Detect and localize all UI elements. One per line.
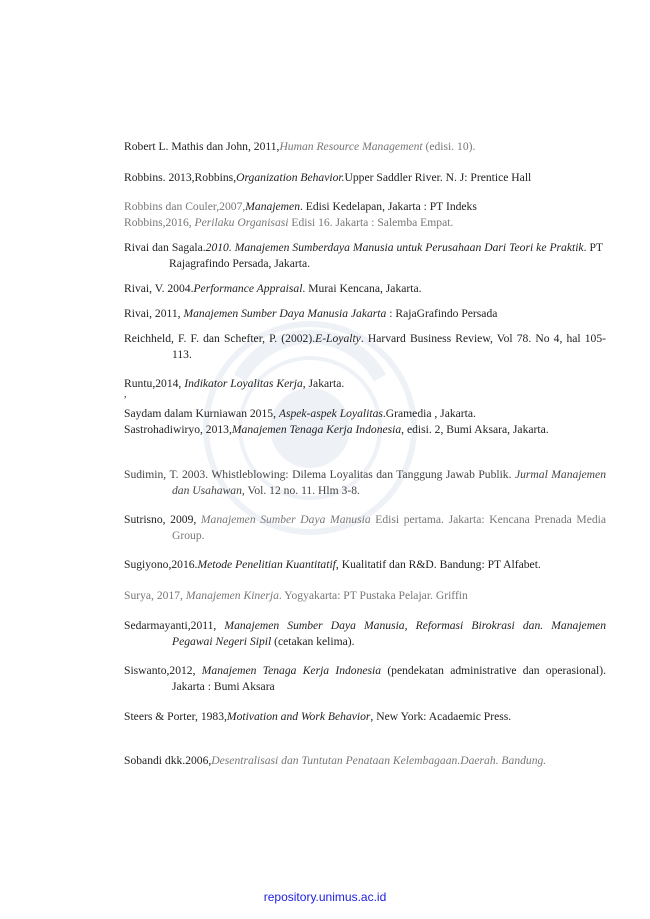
reference-author: Steers & Porter, 1983, xyxy=(124,710,227,723)
reference-author: Saydam dalam Kurniawan 2015, xyxy=(124,407,279,420)
reference-author: Rivai dan Sagala. xyxy=(124,241,206,254)
reference-title: Manajemen xyxy=(245,200,300,213)
reference-publisher: . Yogyakarta: PT Pustaka Pelajar. Griffin xyxy=(278,589,468,602)
reference-author: Robbins. 2013,Robbins, xyxy=(124,171,237,184)
reference-title: Manajemen Sumber Daya Manusia xyxy=(200,513,371,526)
reference-title: Human Resource Management xyxy=(279,140,423,153)
reference-author: Sastrohadiwiryo, 2013, xyxy=(124,423,232,436)
reference-item xyxy=(124,306,606,322)
reference-author: Sobandi dkk.2006, xyxy=(124,754,212,767)
reference-author: Surya, 2017, xyxy=(124,589,186,602)
reference-author: Robert L. Mathis dan John, 2011, xyxy=(124,140,280,153)
reference-publisher: .Gramedia , Jakarta. xyxy=(382,407,476,420)
reference-item xyxy=(124,215,606,231)
reference-item xyxy=(124,199,606,215)
reference-publisher: . Harvard Business Review, Vol 78. No 4, hal 105-113. xyxy=(172,332,606,361)
reference-publisher: (edisi. 10). xyxy=(422,140,476,153)
reference-publisher: , New York: Acadaemic Press. xyxy=(370,710,512,723)
reference-publisher: (pendekatan administrative dan operasional). Jakarta : Bumi Aksara xyxy=(172,664,606,693)
reference-author: Siswanto,2012, xyxy=(124,664,202,677)
reference-publisher: . PT Rajagrafindo Persada, Jakarta. xyxy=(169,241,603,270)
footer-url[interactable]: repository.unimus.ac.id xyxy=(263,890,387,904)
reference-publisher: , Kualitatif dan R&D. Bandung: PT Alfabet. xyxy=(335,558,541,571)
reference-item xyxy=(124,139,606,155)
reference-item xyxy=(124,753,606,769)
reference-title: Perilaku Organisasi xyxy=(194,216,289,229)
reference-publisher: . Edisi Kedelapan, Jakarta : PT Indeks xyxy=(300,200,477,213)
reference-title: Organization Behavior. xyxy=(236,171,345,184)
reference-author: Reichheld, F. F. dan Schefter, P. (2002). xyxy=(124,332,316,345)
reference-publisher: Edisi 16. Jakarta : Salemba Empat. xyxy=(288,216,454,229)
reference-title: Metode Penelitian Kuantitatif xyxy=(197,558,336,571)
reference-item xyxy=(124,709,606,725)
reference-title: Aspek-aspek Loyalitas xyxy=(278,407,383,420)
reference-item xyxy=(124,422,603,438)
reference-author: Rivai, 2011, xyxy=(124,307,184,320)
reference-title: Performance Appraisal xyxy=(193,282,303,295)
reference-title: Desentralisasi dan Tuntutan Penataan Kelembagaan.Daerah. Bandung. xyxy=(211,754,547,767)
reference-item xyxy=(124,240,603,272)
reference-title: Manajemen Kinerja xyxy=(185,589,279,602)
stray-comma: , xyxy=(124,389,127,400)
reference-author: Sugiyono,2016. xyxy=(124,558,198,571)
reference-item xyxy=(124,331,606,363)
reference-author: Robbins,2016, xyxy=(124,216,195,229)
reference-author: Runtu,2014, xyxy=(124,377,185,390)
reference-item xyxy=(124,406,606,422)
reference-item xyxy=(124,557,606,573)
reference-author: Sedarmayanti,2011, xyxy=(124,619,225,632)
reference-publisher: , edisi. 2, Bumi Aksara, Jakarta. xyxy=(401,423,549,436)
reference-item xyxy=(124,588,606,604)
reference-title: Manajemen Sumber Daya Manusia Jakarta xyxy=(183,307,387,320)
reference-title: Motivation and Work Behavior xyxy=(226,710,371,723)
reference-title: Jurmal Manajemen dan Usahawan xyxy=(172,468,606,497)
reference-title: Manajemen Sumber Daya Manusia, Reformasi Birokrasi dan. Manajemen Pegawai Negeri Sipil xyxy=(172,619,607,648)
reference-title: Manajemen Tenaga Kerja Indonesia xyxy=(231,423,402,436)
reference-author: Rivai, V. 2004. xyxy=(124,282,194,295)
reference-publisher: Edisi pertama. Jakarta: Kencana Prenada Media Group. xyxy=(172,513,607,542)
reference-item xyxy=(124,618,606,650)
reference-item xyxy=(124,663,606,695)
reference-item xyxy=(124,467,606,499)
reference-author: Sutrisno, 2009, xyxy=(124,513,201,526)
reference-publisher: Upper Saddler River. N. J: Prentice Hall xyxy=(344,171,532,184)
reference-publisher: , Jakarta. xyxy=(302,377,345,390)
reference-publisher: (cetakan kelima). xyxy=(271,635,355,648)
reference-author: Sudimin, T. 2003. Whistleblowing: Dilema Loyalitas dan Tanggung Jawab Publik. xyxy=(124,468,515,481)
reference-author: Robbins dan Couler,2007, xyxy=(124,200,246,213)
reference-title: Manajemen Tenaga Kerja Indonesia xyxy=(201,664,382,677)
reference-publisher: , Vol. 12 no. 11. Hlm 3-8. xyxy=(241,484,360,497)
reference-title: Indikator Loyalitas Kerja xyxy=(184,377,303,390)
reference-publisher: : RajaGrafindo Persada xyxy=(386,307,498,320)
reference-item xyxy=(124,376,606,392)
reference-item xyxy=(124,512,606,544)
reference-item xyxy=(124,170,606,186)
reference-item xyxy=(124,281,606,297)
reference-title: E-Loyalty xyxy=(315,332,361,345)
reference-title: 2010. Manajemen Sumberdaya Manusia untuk Perusahaan Dari Teori ke Praktik xyxy=(205,241,584,254)
reference-publisher: . Murai Kencana, Jakarta. xyxy=(302,282,422,295)
